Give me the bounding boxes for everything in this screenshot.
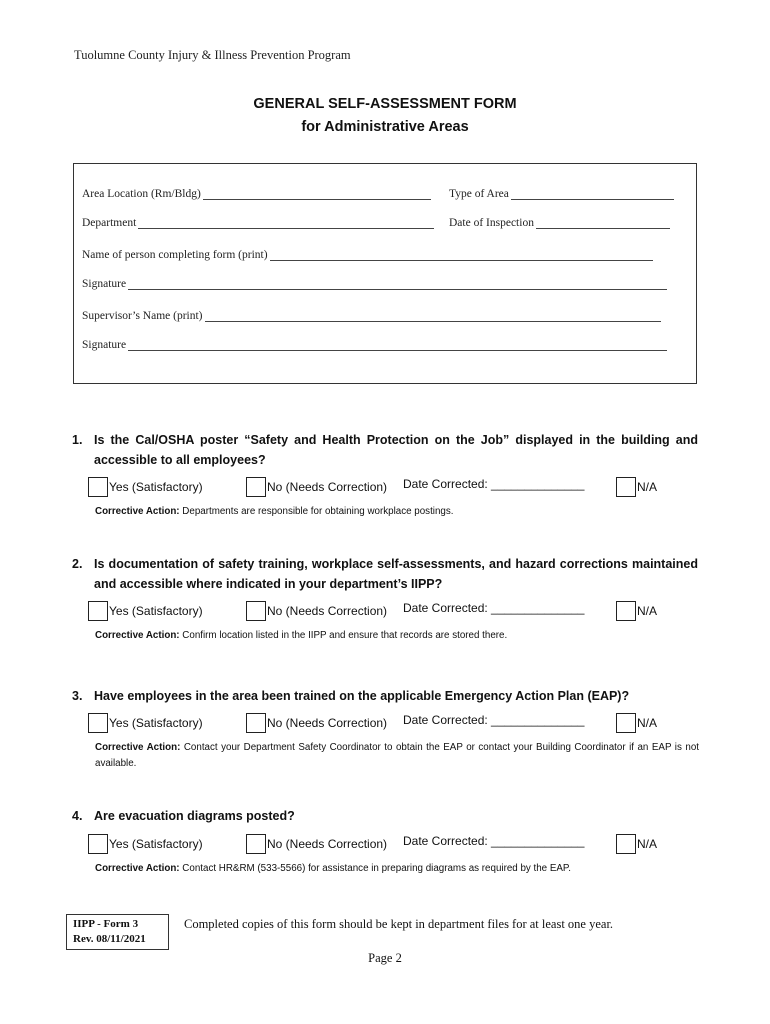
q3-date-corrected[interactable] <box>403 713 584 727</box>
program-header: Tuolumne County Injury & Illness Prevention Program <box>74 48 351 62</box>
q4-yes-checkbox[interactable] <box>88 834 108 854</box>
na-label: N/A <box>637 480 658 494</box>
date-of-inspection-field[interactable] <box>536 216 670 229</box>
yes-label: Yes (Satisfactory) <box>109 604 203 618</box>
q4-no-checkbox[interactable] <box>246 834 266 854</box>
retention-note: Completed copies of this form should be kept in department files for at least one year. <box>184 917 614 931</box>
supervisor-name-row <box>82 309 661 322</box>
q3-yes-option[interactable] <box>88 713 203 733</box>
department-label: Department <box>82 217 137 229</box>
q4-no-option[interactable] <box>246 834 387 854</box>
name-completing-row <box>82 248 653 261</box>
corrective-action-label: Corrective Action: <box>95 506 180 517</box>
form-id-number: IIPP - Form 3 <box>73 918 139 930</box>
supervisor-name-label: Supervisor’s Name (print) <box>82 310 203 322</box>
department-row <box>82 216 434 229</box>
q1-no-option[interactable] <box>246 477 387 497</box>
q4-na-checkbox[interactable] <box>616 834 636 854</box>
name-completing-label: Name of person completing form (print) <box>82 249 268 261</box>
na-label: N/A <box>637 604 658 618</box>
q2-no-option[interactable] <box>246 601 387 621</box>
department-field[interactable] <box>138 216 434 229</box>
q3-no-checkbox[interactable] <box>246 713 266 733</box>
yes-label: Yes (Satisfactory) <box>109 837 203 851</box>
yes-label: Yes (Satisfactory) <box>109 716 203 730</box>
name-completing-field[interactable] <box>270 248 653 261</box>
q1-yes-option[interactable] <box>88 477 203 497</box>
type-of-area-row <box>449 187 674 200</box>
form-title: GENERAL SELF-ASSESSMENT FORM <box>253 96 517 112</box>
date-of-inspection-row <box>449 216 670 229</box>
no-label: No (Needs Correction) <box>267 716 388 730</box>
q2-na-checkbox[interactable] <box>616 601 636 621</box>
corrective-action-text: Contact your Department Safety Coordinator to obtain the EAP or contact your Building Coordinator if an EAP is not available. <box>95 742 699 769</box>
signature2-field[interactable] <box>128 338 667 351</box>
question-number: 1. <box>72 433 83 447</box>
q2-corrective-action <box>95 628 699 644</box>
q1-date-corrected[interactable] <box>403 477 584 491</box>
q2-no-checkbox[interactable] <box>246 601 266 621</box>
form-subtitle: for Administrative Areas <box>301 119 469 135</box>
corrective-action-text: Departments are responsible for obtaining workplace postings. <box>182 506 454 517</box>
area-location-row <box>82 187 431 200</box>
q3-corrective-action <box>95 740 699 772</box>
question-text: Is the Cal/OSHA poster “Safety and Health Protection on the Job” displayed in the building and accessible to all employees? <box>94 433 698 467</box>
q4-corrective-action <box>95 861 699 877</box>
corrective-action-label: Corrective Action: <box>95 863 180 874</box>
yes-label: Yes (Satisfactory) <box>109 480 203 494</box>
question-number: 2. <box>72 557 83 571</box>
date-corrected-label: Date Corrected: ______________ <box>403 713 585 727</box>
date-corrected-label: Date Corrected: ______________ <box>403 601 585 615</box>
question-text: Are evacuation diagrams posted? <box>94 809 295 823</box>
page-number: Page 2 <box>368 951 402 965</box>
q4-yes-option[interactable] <box>88 834 203 854</box>
q2-date-corrected[interactable] <box>403 601 584 615</box>
q3-na-checkbox[interactable] <box>616 713 636 733</box>
corrective-action-text: Contact HR&RM (533-5566) for assistance in preparing diagrams as required by the EAP. <box>182 863 571 874</box>
area-location-label: Area Location (Rm/Bldg) <box>82 188 201 200</box>
question-text: Have employees in the area been trained on the applicable Emergency Action Plan (EAP)? <box>94 689 630 703</box>
no-label: No (Needs Correction) <box>267 480 388 494</box>
no-label: No (Needs Correction) <box>267 837 388 851</box>
question-text: Is documentation of safety training, workplace self-assessments, and hazard corrections maintained and accessible where indicated in your department’s IIPP? <box>94 557 698 591</box>
signature2-row <box>82 338 667 351</box>
q1-no-checkbox[interactable] <box>246 477 266 497</box>
no-label: No (Needs Correction) <box>267 604 388 618</box>
q3-yes-checkbox[interactable] <box>88 713 108 733</box>
q4-date-corrected[interactable] <box>403 834 584 848</box>
date-corrected-label: Date Corrected: ______________ <box>403 477 585 491</box>
q1-na-option[interactable] <box>616 477 657 497</box>
date-corrected-label: Date Corrected: ______________ <box>403 834 585 848</box>
form-id-box <box>66 914 169 950</box>
type-of-area-field[interactable] <box>511 187 674 200</box>
q3-na-option[interactable] <box>616 713 657 733</box>
na-label: N/A <box>637 716 658 730</box>
signature1-field[interactable] <box>128 277 667 290</box>
signature1-label: Signature <box>82 278 127 290</box>
corrective-action-label: Corrective Action: <box>95 742 181 753</box>
area-location-field[interactable] <box>203 187 431 200</box>
supervisor-name-field[interactable] <box>205 309 661 322</box>
question-number: 3. <box>72 689 83 703</box>
q1-yes-checkbox[interactable] <box>88 477 108 497</box>
q1-na-checkbox[interactable] <box>616 477 636 497</box>
signature2-label: Signature <box>82 339 127 351</box>
type-of-area-label: Type of Area <box>449 188 509 200</box>
question-number: 4. <box>72 809 83 823</box>
q2-yes-option[interactable] <box>88 601 203 621</box>
signature1-row <box>82 277 667 290</box>
q3-no-option[interactable] <box>246 713 387 733</box>
q2-na-option[interactable] <box>616 601 657 621</box>
q4-na-option[interactable] <box>616 834 657 854</box>
date-of-inspection-label: Date of Inspection <box>449 217 534 229</box>
q2-yes-checkbox[interactable] <box>88 601 108 621</box>
na-label: N/A <box>637 837 658 851</box>
corrective-action-label: Corrective Action: <box>95 630 180 641</box>
q1-corrective-action <box>95 504 699 520</box>
form-revision: Rev. 08/11/2021 <box>73 933 146 945</box>
corrective-action-text: Confirm location listed in the IIPP and ensure that records are stored there. <box>182 630 508 641</box>
